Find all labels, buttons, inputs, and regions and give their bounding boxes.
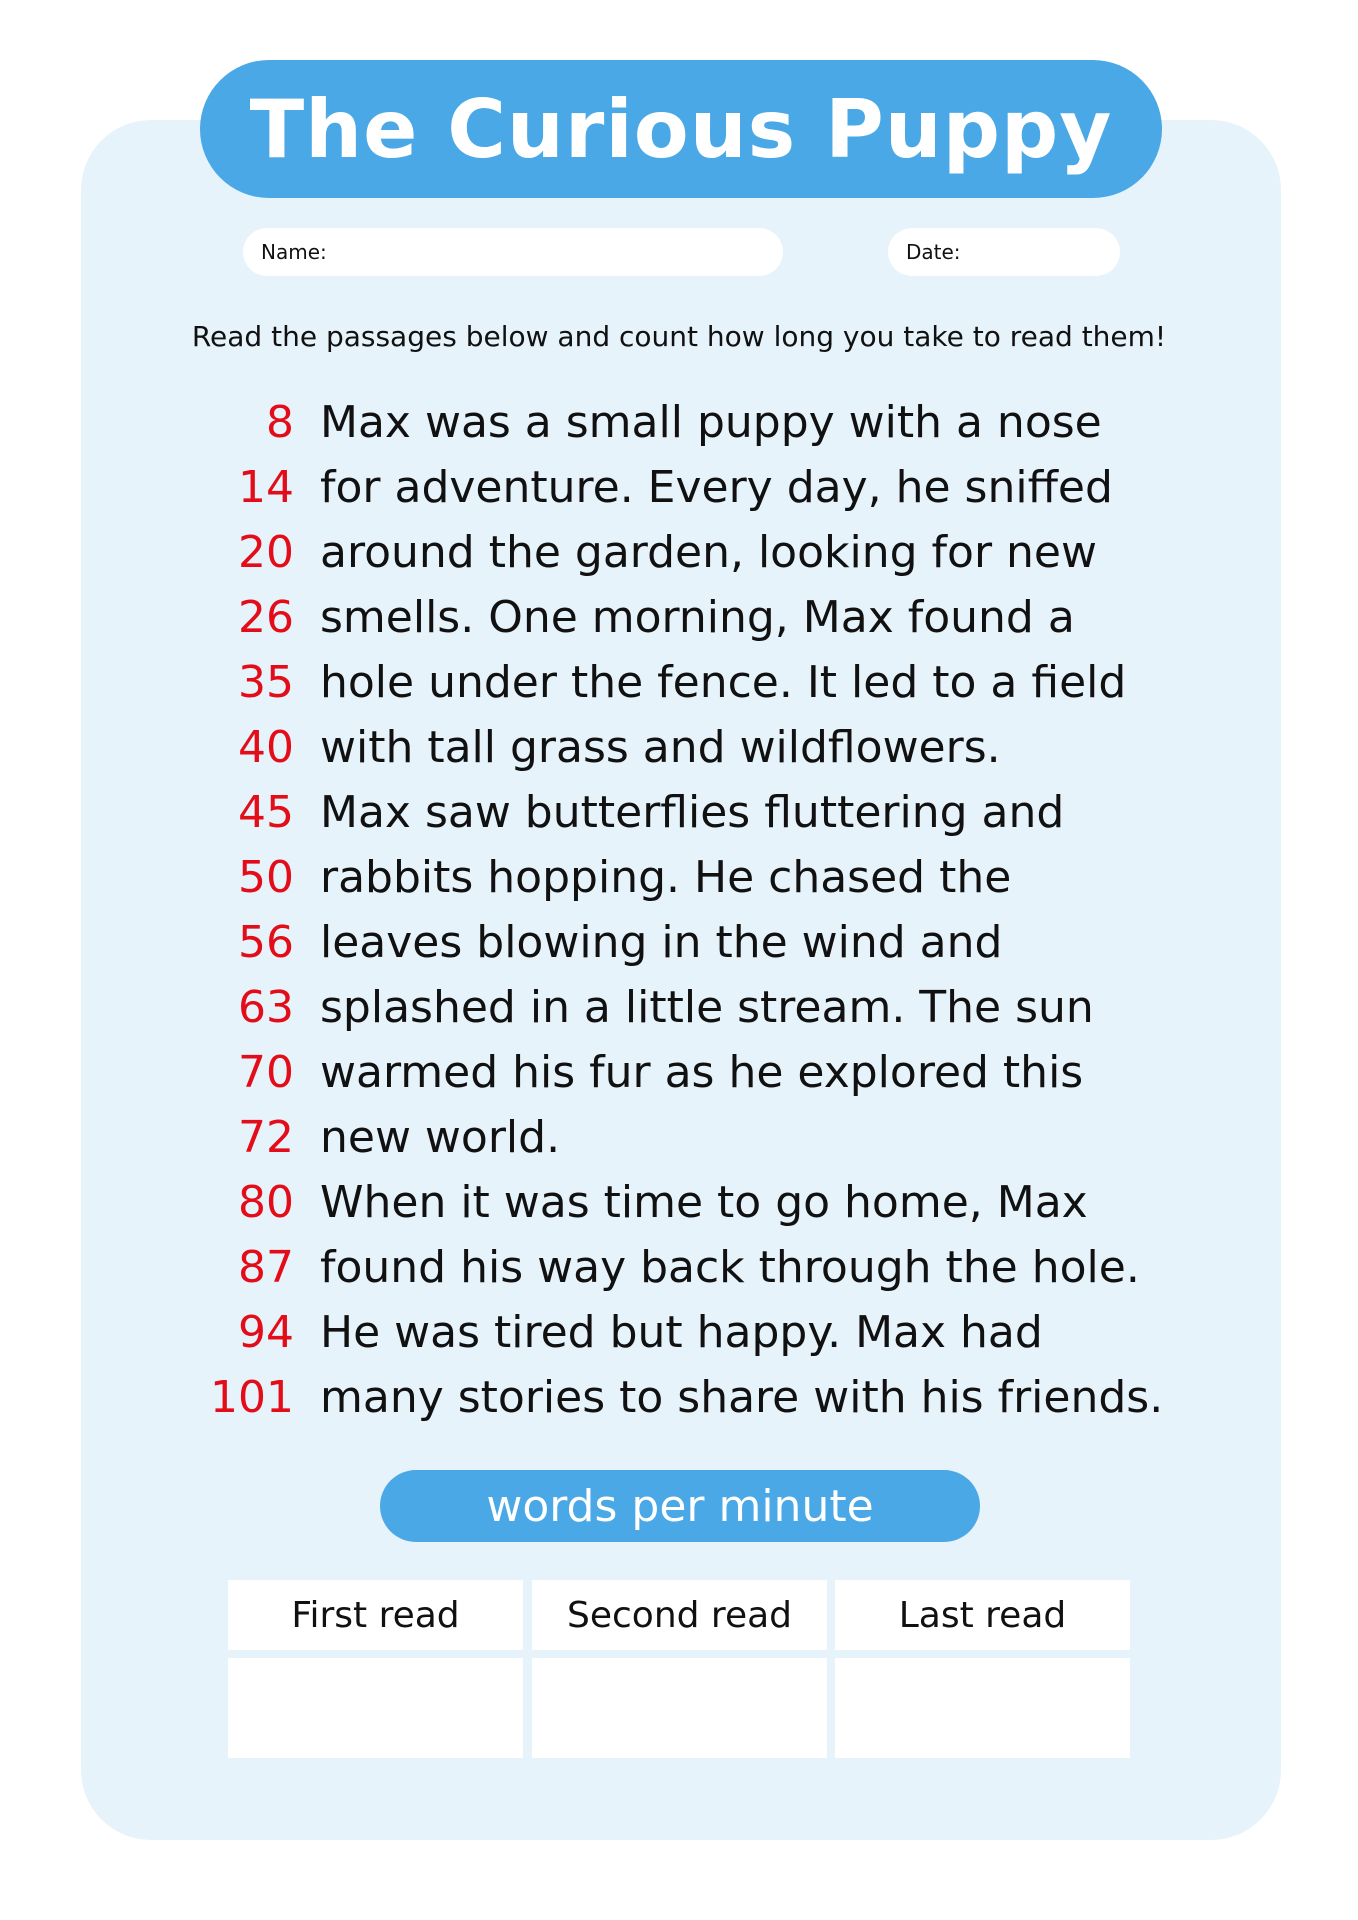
word-count: 26	[238, 592, 294, 643]
word-count: 35	[238, 657, 294, 708]
line-text: warmed his fur as he explored this	[320, 1047, 1084, 1098]
instructions: Read the passages below and count how long you take to read them!	[191, 320, 1167, 353]
line-text: splashed in a little stream. The sun	[320, 982, 1094, 1033]
word-count: 45	[238, 787, 294, 838]
passage-line	[0, 715, 1358, 780]
line-text: found his way back through the hole.	[320, 1242, 1140, 1293]
passage-line	[0, 455, 1358, 520]
passage-line	[0, 780, 1358, 845]
passage-line	[0, 1170, 1358, 1235]
name-field[interactable]	[243, 228, 783, 276]
date-field[interactable]	[888, 228, 1120, 276]
line-text: smells. One morning, Max found a	[320, 592, 1075, 643]
line-text: with tall grass and wildflowers.	[320, 722, 1001, 773]
line-text: many stories to share with his friends.	[320, 1372, 1164, 1423]
passage-line	[0, 520, 1358, 585]
passage-line	[0, 1300, 1358, 1365]
word-count: 70	[238, 1047, 294, 1098]
passage-line	[0, 1365, 1358, 1430]
line-text: leaves blowing in the wind and	[320, 917, 1003, 968]
line-text: He was tired but happy. Max had	[320, 1307, 1043, 1358]
line-text: around the garden, looking for new	[320, 527, 1097, 578]
line-text: new world.	[320, 1112, 561, 1163]
word-count: 14	[238, 462, 294, 513]
word-count: 56	[238, 917, 294, 968]
line-text: rabbits hopping. He chased the	[320, 852, 1012, 903]
line-text: for adventure. Every day, he sniffed	[320, 462, 1113, 513]
word-count: 101	[210, 1372, 294, 1423]
line-text: hole under the fence. It led to a field	[320, 657, 1127, 708]
word-count: 20	[238, 527, 294, 578]
line-text: When it was time to go home, Max	[320, 1177, 1088, 1228]
name-label: Name:	[261, 240, 327, 264]
last-read-input[interactable]	[835, 1658, 1130, 1758]
date-label: Date:	[906, 240, 961, 264]
word-count: 50	[238, 852, 294, 903]
passage-line	[0, 975, 1358, 1040]
passage-line	[0, 650, 1358, 715]
passage-line	[0, 1235, 1358, 1300]
word-count: 87	[238, 1242, 294, 1293]
words-per-minute-heading: words per minute	[380, 1470, 980, 1542]
second-read-header: Second read	[532, 1580, 827, 1650]
passage-line	[0, 585, 1358, 650]
second-read-input[interactable]	[532, 1658, 827, 1758]
first-read-header: First read	[228, 1580, 523, 1650]
line-text: Max was a small puppy with a nose	[320, 397, 1102, 448]
word-count: 63	[238, 982, 294, 1033]
first-read-input[interactable]	[228, 1658, 523, 1758]
passage-line	[0, 845, 1358, 910]
passage-line	[0, 1040, 1358, 1105]
last-read-header: Last read	[835, 1580, 1130, 1650]
word-count: 94	[238, 1307, 294, 1358]
line-text: Max saw butterflies fluttering and	[320, 787, 1065, 838]
passage-line	[0, 910, 1358, 975]
word-count: 80	[238, 1177, 294, 1228]
word-count: 8	[266, 397, 294, 448]
page-title: The Curious Puppy	[200, 60, 1162, 198]
word-count: 40	[238, 722, 294, 773]
word-count: 72	[238, 1112, 294, 1163]
passage-line	[0, 390, 1358, 455]
passage-line	[0, 1105, 1358, 1170]
